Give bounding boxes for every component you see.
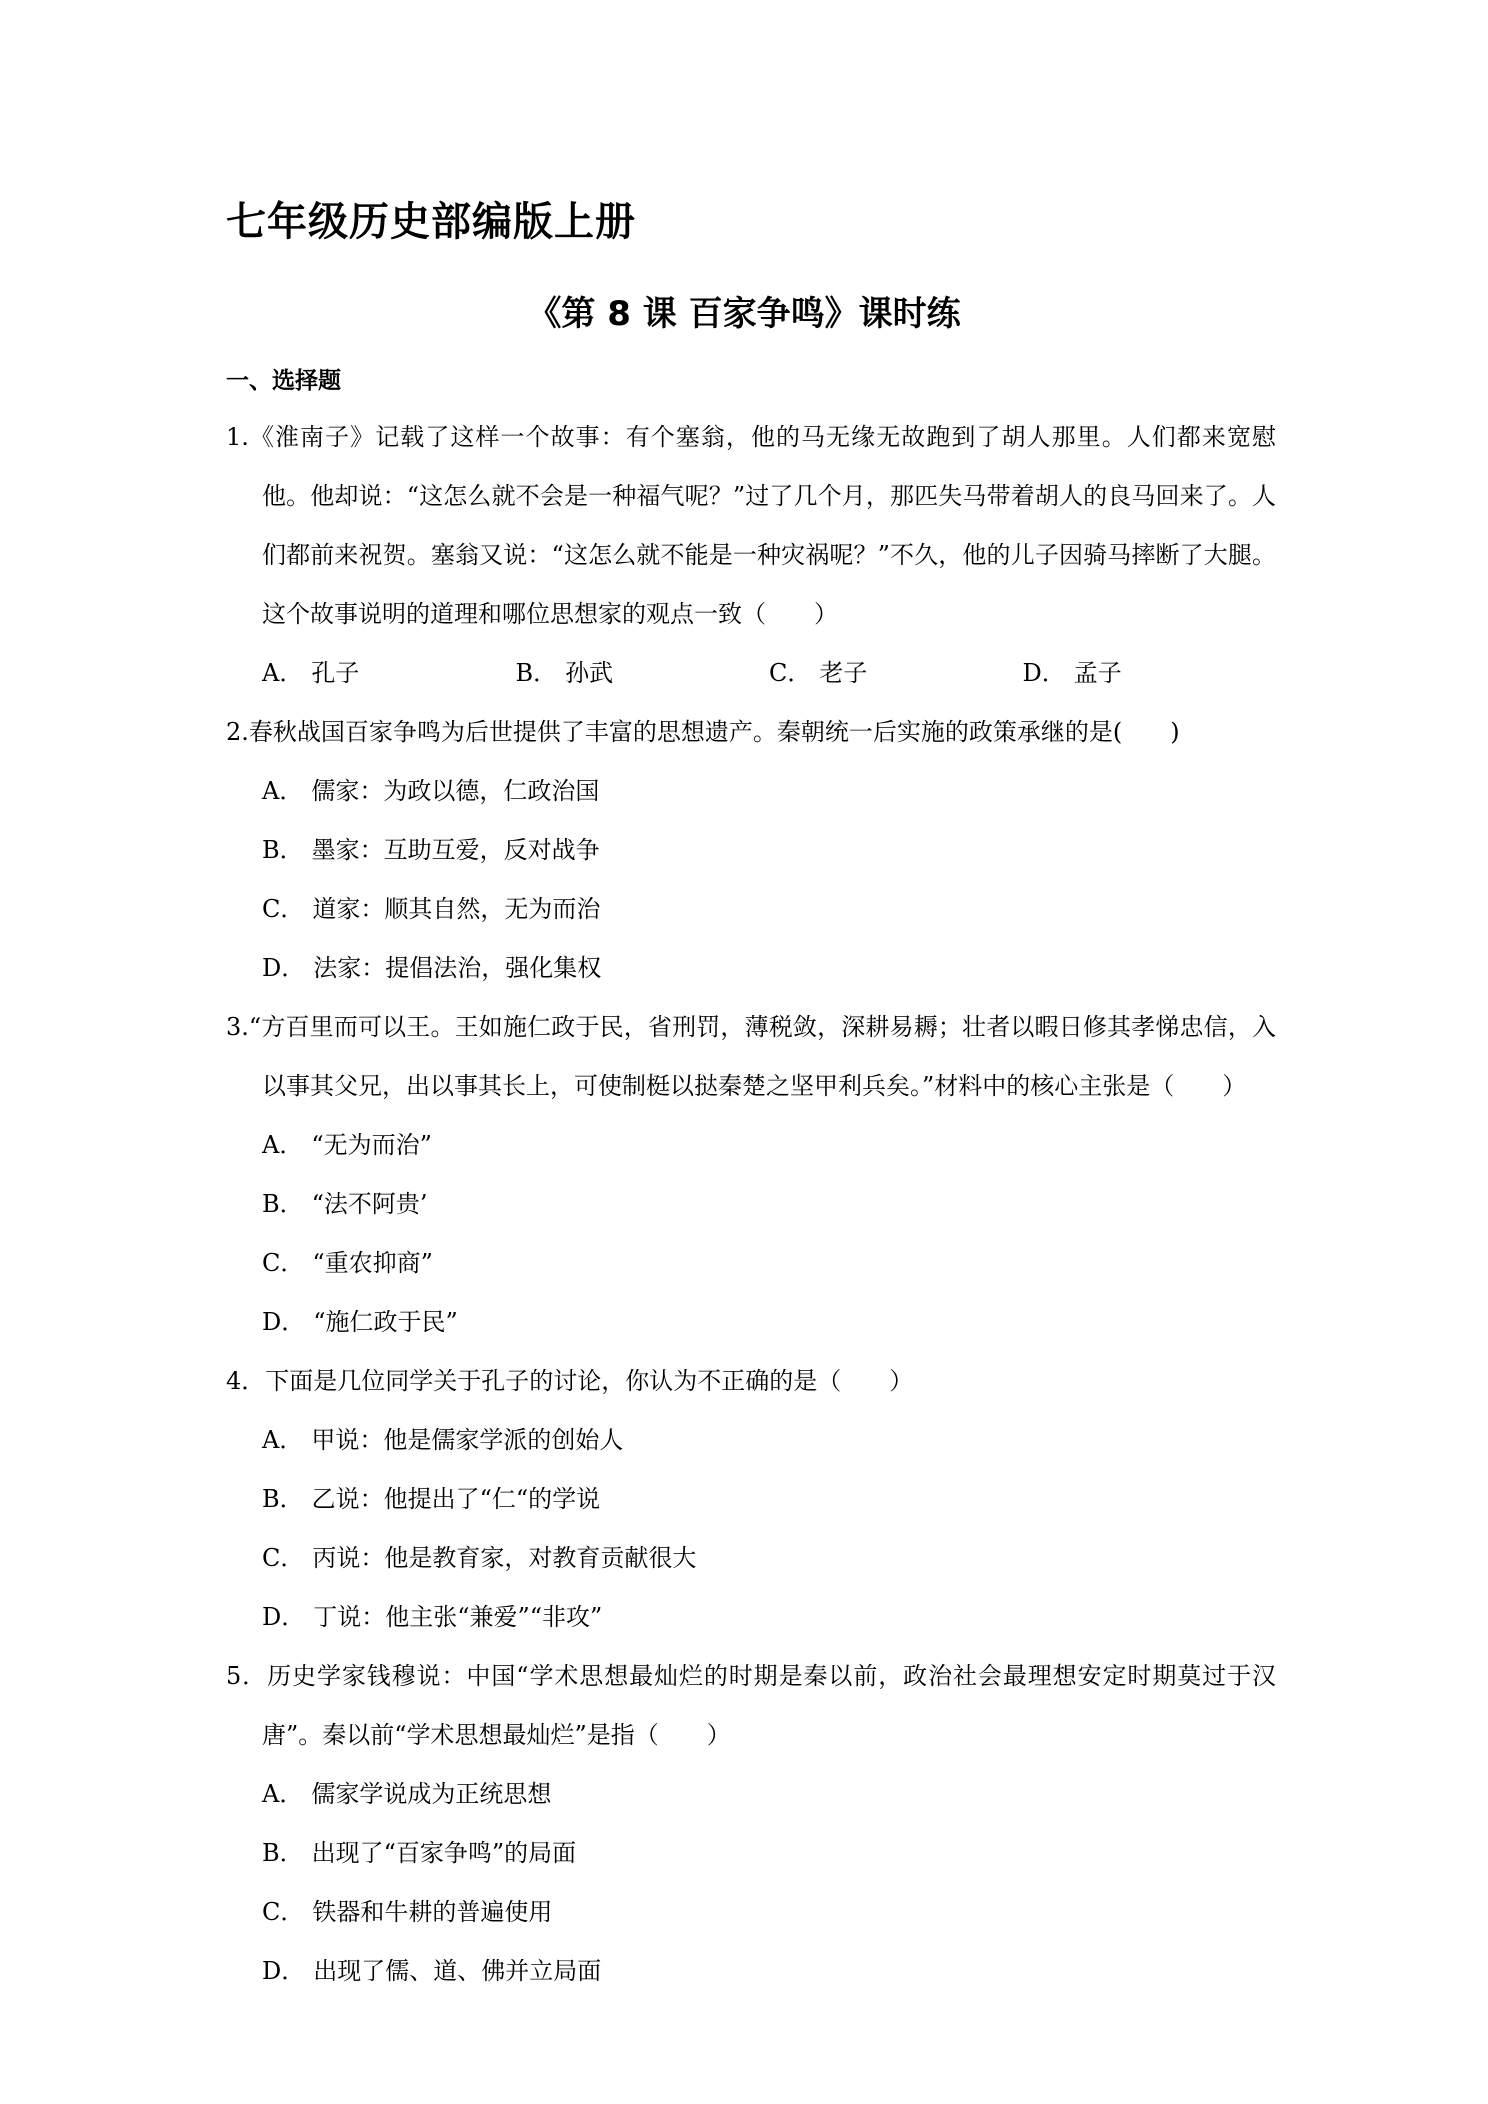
option-text: 甲说：他是儒家学派的创始人 xyxy=(311,1426,624,1454)
option-text: 铁器和牛耕的普遍使用 xyxy=(312,1898,553,1926)
option-text: 法家：提倡法治，强化集权 xyxy=(313,954,602,982)
option-b[interactable] xyxy=(262,1470,1276,1529)
question-3 xyxy=(226,998,1276,1352)
option-d[interactable] xyxy=(262,1588,1276,1647)
option-label: C． xyxy=(262,1898,305,1926)
option-label: B． xyxy=(262,1190,304,1218)
question-list xyxy=(226,408,1276,2001)
option-label: B． xyxy=(262,1485,304,1513)
option-d[interactable] xyxy=(262,1942,1276,2001)
option-text: 丙说：他是教育家，对教育贡献很大 xyxy=(312,1544,697,1572)
option-text: 儒家学说成为正统思想 xyxy=(311,1780,552,1808)
question-stem xyxy=(226,1647,1276,1765)
option-a[interactable] xyxy=(262,1765,1276,1824)
question-text: “方百里而可以王。王如施仁政于民，省刑罚，薄税敛，深耕易耨；壮者以暇日修其孝悌忠信，入以事其父兄，出以事其长上，可使制梃以挞秦楚之坚甲利兵矣。”材料中的核心主张是（ ） xyxy=(248,1013,1276,1100)
option-b[interactable] xyxy=(262,1175,782,1234)
option-text: 孔子 xyxy=(311,659,360,687)
option-c[interactable] xyxy=(262,1234,782,1293)
lesson-title: 《第 8 课 百家争鸣》课时练 xyxy=(527,294,961,334)
option-text: 丁说：他主张“兼爱”“非攻” xyxy=(313,1603,603,1631)
option-text: 乙说：他提出了“仁“的学说 xyxy=(311,1485,601,1513)
option-b[interactable] xyxy=(516,644,770,703)
option-d[interactable] xyxy=(262,1293,782,1352)
option-label: C． xyxy=(769,659,812,687)
option-list xyxy=(226,1116,1276,1352)
option-text: 出现了“百家争鸣”的局面 xyxy=(311,1839,577,1867)
question-number: 2. xyxy=(226,718,249,746)
question-text: 下面是几位同学关于孔子的讨论，你认为不正确的是（ ） xyxy=(265,1367,914,1395)
option-label: B． xyxy=(262,836,304,864)
option-list xyxy=(226,762,1276,998)
option-c[interactable] xyxy=(769,644,1023,703)
section-title: 一、选择题 xyxy=(226,368,341,394)
question-text: 历史学家钱穆说：中国“学术思想最灿烂的时期是秦以前，政治社会最理想安定时期莫过于汉唐”。秦以前“学术思想最灿烂”是指（ ） xyxy=(262,1662,1276,1749)
option-text: “施仁政于民” xyxy=(313,1308,458,1336)
option-text: “重农抑商” xyxy=(312,1249,433,1277)
option-label: D． xyxy=(262,954,306,982)
option-text: 孟子 xyxy=(1073,659,1122,687)
option-c[interactable] xyxy=(262,1529,1276,1588)
option-label: B． xyxy=(262,1839,304,1867)
option-text: 儒家：为政以德，仁政治国 xyxy=(311,777,600,805)
option-a[interactable] xyxy=(262,762,1276,821)
option-c[interactable] xyxy=(262,1883,1276,1942)
option-d[interactable] xyxy=(262,939,1276,998)
option-list xyxy=(226,1765,1276,2001)
option-label: C． xyxy=(262,1249,305,1277)
option-label: B． xyxy=(515,659,558,687)
option-label: A． xyxy=(262,1426,304,1454)
question-2 xyxy=(226,703,1276,998)
option-text: 出现了儒、道、佛并立局面 xyxy=(313,1957,602,1985)
question-number: 3. xyxy=(226,1013,249,1041)
option-text: 墨家：互助互爱，反对战争 xyxy=(311,836,600,864)
option-label: A． xyxy=(262,659,304,687)
question-stem xyxy=(226,998,1276,1116)
question-1 xyxy=(226,408,1276,703)
option-d[interactable] xyxy=(1023,644,1277,703)
question-stem xyxy=(226,1352,1276,1411)
question-text: 春秋战国百家争鸣为后世提供了丰富的思想遗产。秦朝统一后实施的政策承继的是( ) xyxy=(248,718,1180,746)
option-b[interactable] xyxy=(262,1824,1276,1883)
option-label: A． xyxy=(262,777,304,805)
option-label: D． xyxy=(262,1308,306,1336)
question-number: 4． xyxy=(226,1367,266,1395)
option-a[interactable] xyxy=(262,1411,1276,1470)
option-text: “法不阿贵’ xyxy=(311,1190,428,1218)
option-list xyxy=(226,1411,1276,1647)
option-label: D． xyxy=(1022,659,1066,687)
option-label: D． xyxy=(262,1957,306,1985)
option-label: A． xyxy=(262,1131,304,1159)
document-heading: 七年级历史部编版上册 xyxy=(226,199,636,245)
option-text: 孙武 xyxy=(565,659,614,687)
option-label: C． xyxy=(262,1544,305,1572)
option-label: C． xyxy=(262,895,305,923)
question-number: 1. xyxy=(226,423,249,451)
question-5 xyxy=(226,1647,1276,2001)
question-stem xyxy=(226,408,1276,644)
option-c[interactable] xyxy=(262,880,1276,939)
question-stem xyxy=(226,703,1276,762)
option-text: 老子 xyxy=(819,659,868,687)
option-text: 道家：顺其自然，无为而治 xyxy=(312,895,601,923)
option-a[interactable] xyxy=(262,644,516,703)
option-b[interactable] xyxy=(262,821,1276,880)
question-number: 5． xyxy=(226,1662,268,1690)
option-a[interactable] xyxy=(262,1116,782,1175)
question-4 xyxy=(226,1352,1276,1647)
option-label: D． xyxy=(262,1603,306,1631)
option-list xyxy=(226,644,1276,703)
option-label: A． xyxy=(262,1780,304,1808)
option-text: “无为而治” xyxy=(311,1131,432,1159)
question-text: 《淮南子》记载了这样一个故事：有个塞翁，他的马无缘无故跑到了胡人那里。人们都来宽慰他。他却说：“这怎么就不会是一种福气呢？”过了几个月，那匹失马带着胡人的良马回来了。人们都前来祝贺。塞翁又说：“这怎么就不能是一种灾祸呢？”不久，他的儿子因骑马摔断了大腿。这个故事说明的道理和哪位思想家的观点一致（ ） xyxy=(248,423,1276,628)
